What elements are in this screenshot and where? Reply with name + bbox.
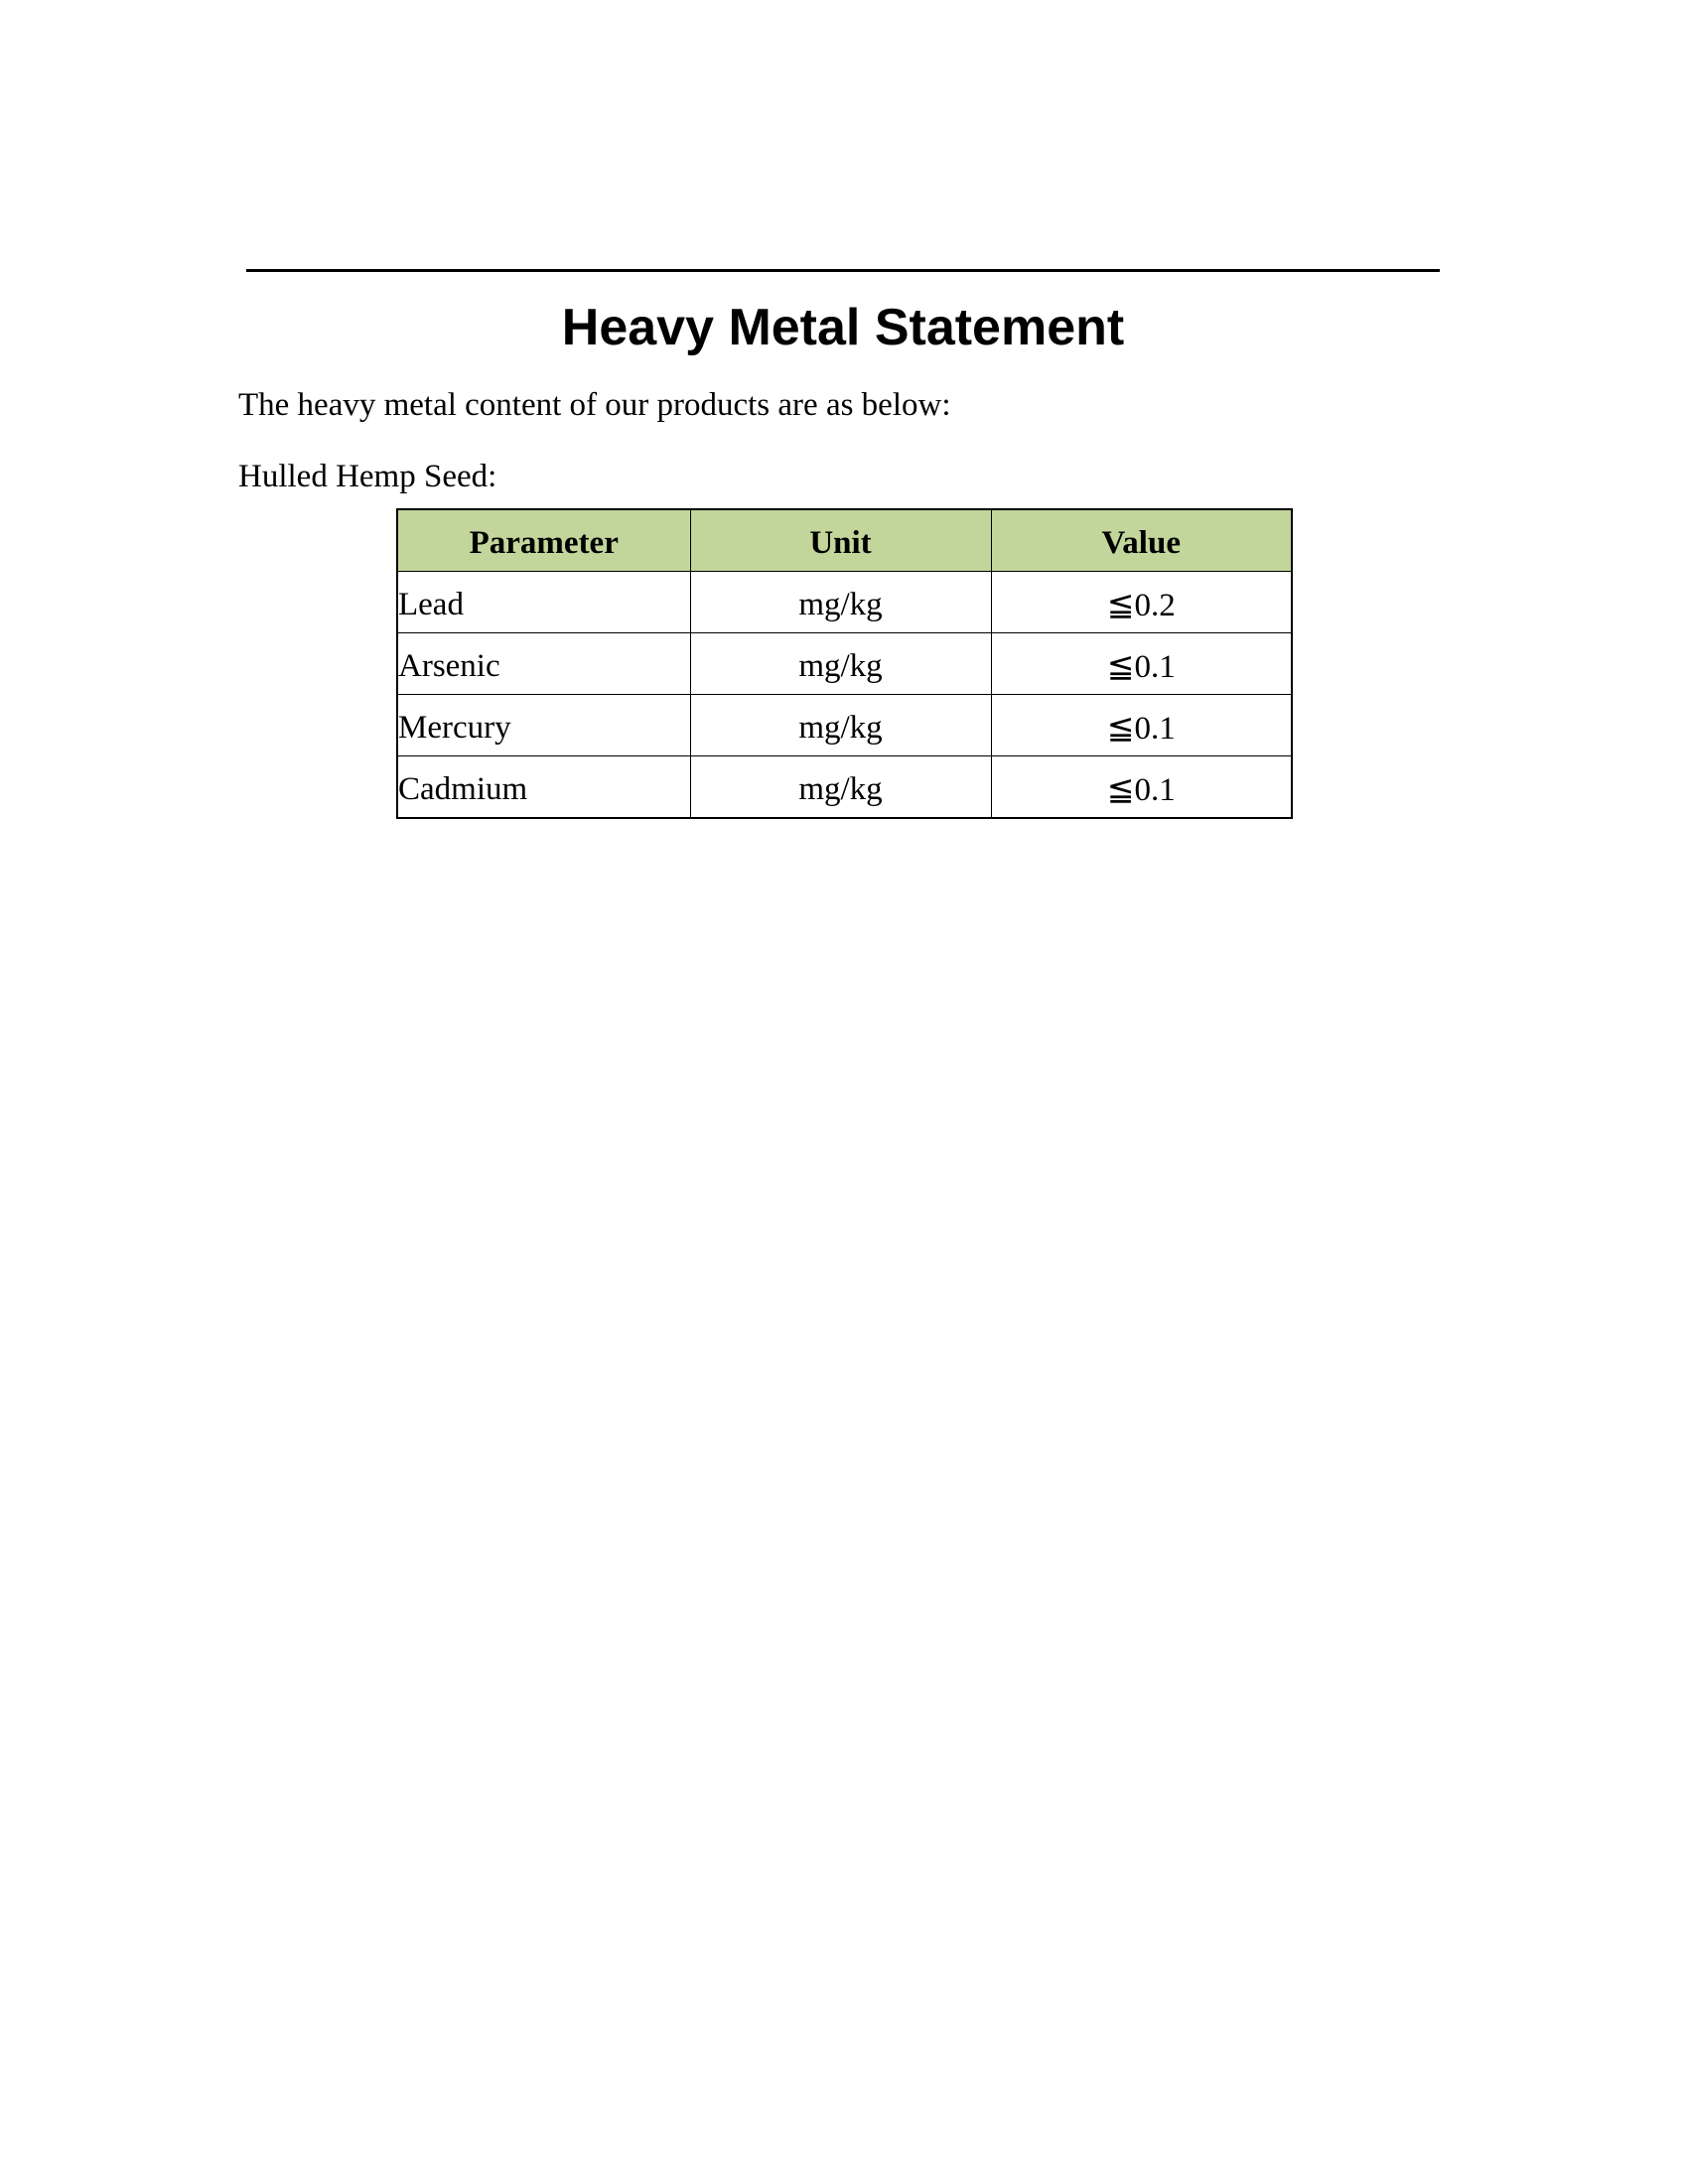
cell-value: ≦0.2: [991, 572, 1292, 633]
cell-value: ≦0.1: [991, 756, 1292, 819]
cell-value: ≦0.1: [991, 633, 1292, 695]
cell-unit: mg/kg: [690, 633, 991, 695]
cell-parameter: Lead: [397, 572, 690, 633]
page-title: Heavy Metal Statement: [561, 299, 1125, 356]
header-rule: [246, 269, 1440, 272]
cell-parameter: Mercury: [397, 695, 690, 756]
column-header-value: Value: [991, 509, 1292, 572]
table-row: [397, 633, 1292, 695]
cell-unit: mg/kg: [690, 756, 991, 819]
cell-parameter: Cadmium: [397, 756, 690, 819]
cell-unit: mg/kg: [690, 572, 991, 633]
table-header-row: [397, 509, 1292, 572]
cell-value: ≦0.1: [991, 695, 1292, 756]
section-label: Hulled Hemp Seed:: [238, 459, 497, 494]
cell-parameter: Arsenic: [397, 633, 690, 695]
table-row: [397, 695, 1292, 756]
intro-text: The heavy metal content of our products are as below:: [238, 387, 951, 423]
column-header-parameter: Parameter: [397, 509, 690, 572]
heavy-metal-table: [396, 508, 1293, 819]
column-header-unit: Unit: [690, 509, 991, 572]
table-row: [397, 756, 1292, 819]
cell-unit: mg/kg: [690, 695, 991, 756]
table-row: [397, 572, 1292, 633]
